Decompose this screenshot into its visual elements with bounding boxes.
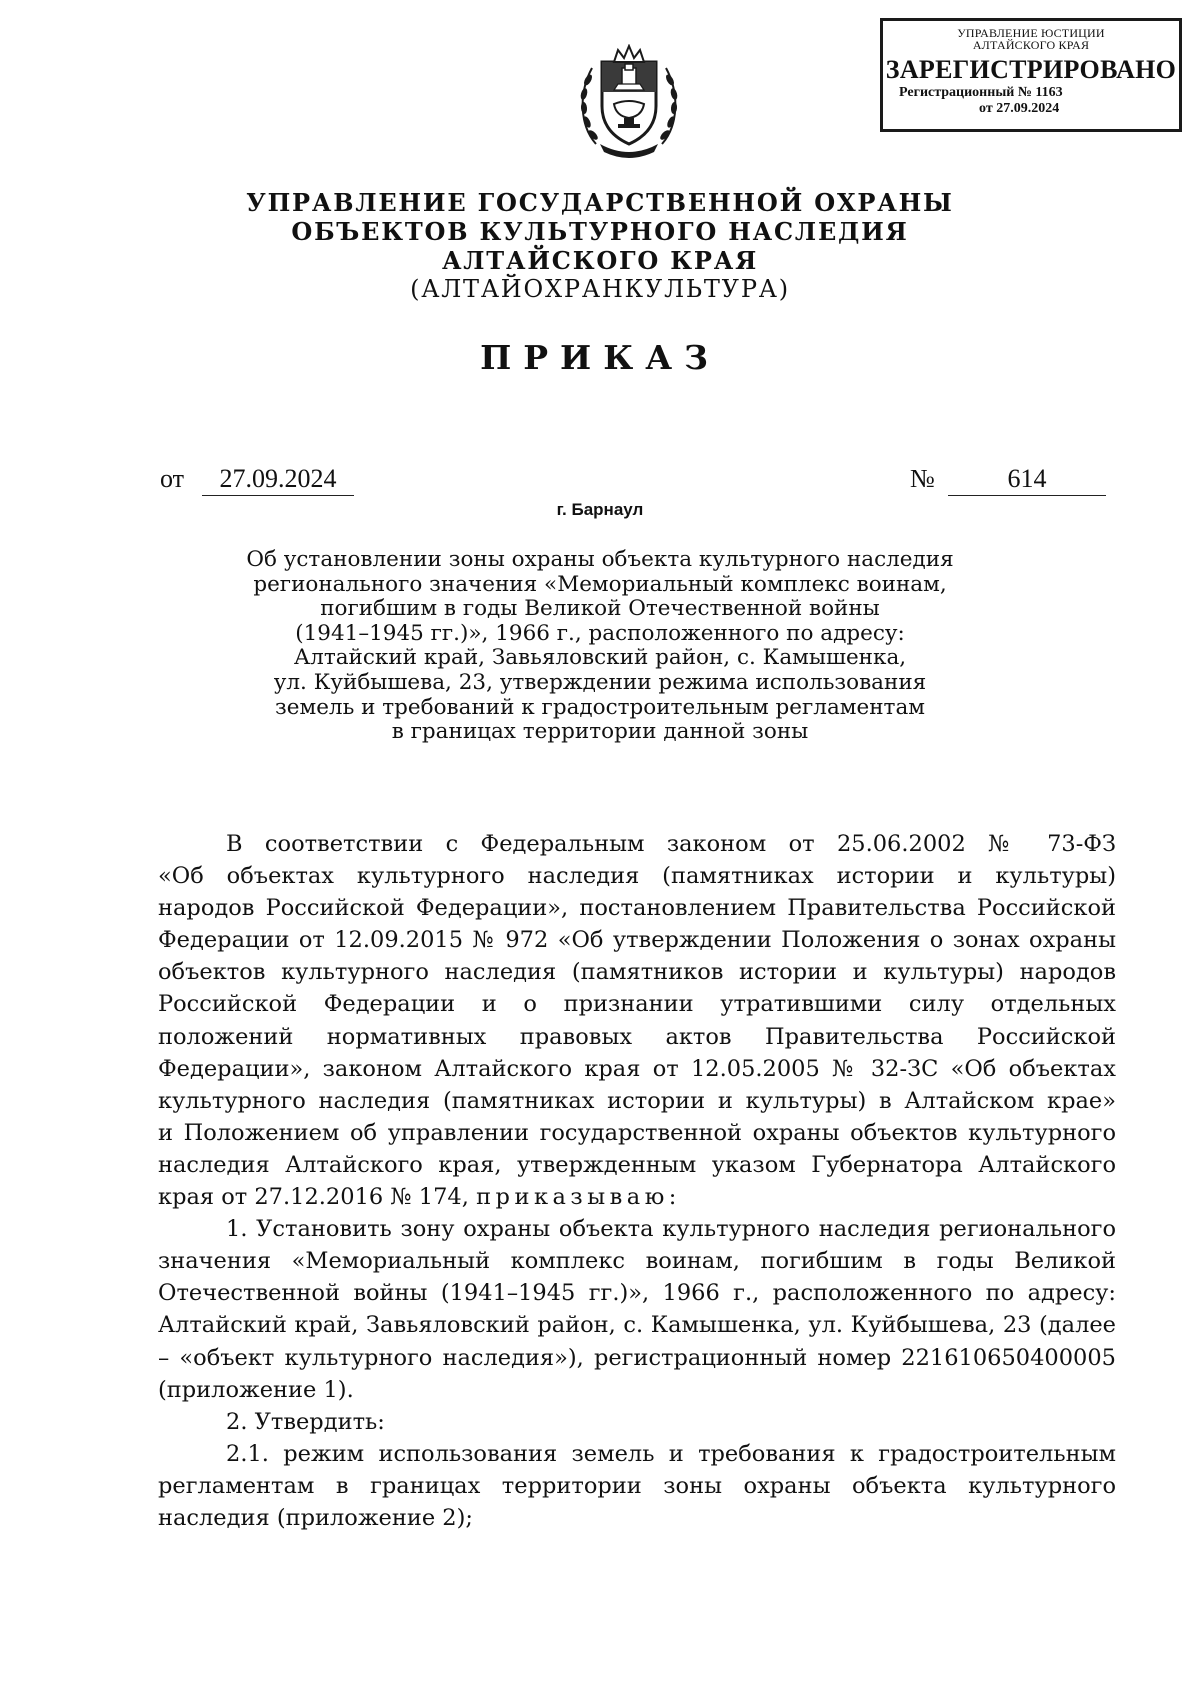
subject-line: (1941–1945 гг.)», 1966 г., расположенного по адресу: bbox=[295, 620, 905, 646]
body-line: и Положением об управлении государственной охраны объектов культурного bbox=[158, 1119, 1116, 1146]
stamp-org-line2: АЛТАЙСКОГО КРАЯ bbox=[972, 38, 1090, 52]
org-name-line1: УПРАВЛЕНИЕ ГОСУДАРСТВЕННОЙ ОХРАНЫ bbox=[246, 188, 954, 217]
subject-line: ул. Куйбышева, 23, утверждении режима использования bbox=[273, 669, 927, 695]
body-line: 2. Утвердить: bbox=[226, 1408, 385, 1435]
altai-krai-coat-of-arms-icon bbox=[574, 44, 684, 164]
stamp-date: от 27.09.2024 bbox=[979, 101, 1060, 116]
subject-line: земель и требований к градостроительным регламентам bbox=[275, 694, 925, 720]
body-line: регламентам в границах территории зоны охраны объекта культурного bbox=[158, 1472, 1116, 1499]
subject-line: погибшим в годы Великой Отечественной войны bbox=[320, 596, 880, 622]
body-line: Отечественной войны (1941–1945 гг.)», 1966 г., расположенного по адресу: bbox=[158, 1280, 1116, 1307]
body-line bbox=[158, 1181, 1116, 1213]
order-verb: приказываю: bbox=[476, 1184, 681, 1211]
city-name: г. Барнаул bbox=[556, 500, 644, 519]
body-line: наследия (приложение 2); bbox=[158, 1504, 473, 1531]
body-line: – «объект культурного наследия»), регистрационный номер 221610650400005 bbox=[158, 1344, 1116, 1371]
org-short-name: (АЛТАЙОХРАНКУЛЬТУРА) bbox=[410, 275, 790, 303]
organization-heading bbox=[0, 188, 1200, 304]
order-meta-row bbox=[0, 464, 1200, 498]
order-subject bbox=[180, 548, 1020, 745]
subject-line: Об установлении зоны охраны объекта культурного наследия bbox=[246, 547, 954, 572]
registration-stamp bbox=[880, 18, 1182, 132]
body-line: объектов культурного наследия (памятников истории и культуры) народов bbox=[158, 959, 1116, 986]
org-name-line2: ОБЪЕКТОВ КУЛЬТУРНОГО НАСЛЕДИЯ bbox=[291, 217, 909, 246]
number-label: № bbox=[910, 464, 935, 493]
stamp-org-line1: УПРАВЛЕНИЕ ЮСТИЦИИ bbox=[957, 26, 1105, 40]
org-name-line3: АЛТАЙСКОГО КРАЯ bbox=[441, 246, 759, 275]
subject-line: регионального значения «Мемориальный комплекс воинам, bbox=[253, 571, 947, 597]
body-line: Федерации», законом Алтайского края от 12.05.2005 № 32-ЗС «Об объектах bbox=[158, 1055, 1116, 1082]
order-body bbox=[158, 828, 1116, 1534]
body-line: наследия Алтайского края, утвержденным указом Губернатора Алтайского bbox=[158, 1151, 1116, 1178]
body-line: 2.1. режим использования земель и требования к градостроительным bbox=[226, 1440, 1116, 1467]
date-label: от bbox=[160, 464, 185, 493]
body-line: Федерации от 12.09.2015 № 972 «Об утверждении Положения о зонах охраны bbox=[158, 927, 1116, 954]
body-line: 1. Установить зону охраны объекта культурного наследия регионального bbox=[226, 1216, 1116, 1243]
body-line: «Об объектах культурного наследия (памятниках истории и культуры) bbox=[158, 863, 1116, 890]
document-type-title: ПРИКАЗ bbox=[480, 338, 720, 377]
order-number: 614 bbox=[948, 464, 1106, 496]
body-line: Российской Федерации и о признании утратившими силу отдельных bbox=[158, 991, 1116, 1018]
stamp-reg-number: Регистрационный № 1163 bbox=[899, 85, 1063, 100]
order-date: 27.09.2024 bbox=[202, 464, 354, 496]
body-line: положений нормативных правовых актов Правительства Российской bbox=[158, 1023, 1116, 1050]
body-line: Алтайский край, Завьяловский район, с. Камышенка, ул. Куйбышева, 23 (далее bbox=[158, 1312, 1116, 1339]
body-line-start: края от 27.12.2016 № 174, bbox=[158, 1184, 469, 1211]
stamp-title: ЗАРЕГИСТРИРОВАНО bbox=[885, 55, 1177, 84]
body-line: В соответствии с Федеральным законом от 25.06.2002 № 73-ФЗ bbox=[226, 831, 1116, 857]
subject-line: Алтайский край, Завьяловский район, с. Камышенка, bbox=[293, 645, 907, 671]
body-line: значения «Мемориальный комплекс воинам, погибшим в годы Великой bbox=[158, 1248, 1116, 1275]
body-line: (приложение 1). bbox=[158, 1376, 354, 1403]
subject-line: в границах территории данной зоны bbox=[391, 719, 809, 745]
body-line: культурного наследия (памятниках истории и культуры) в Алтайском крае» bbox=[158, 1087, 1116, 1114]
body-line: народов Российской Федерации», постановлением Правительства Российской bbox=[158, 895, 1116, 922]
